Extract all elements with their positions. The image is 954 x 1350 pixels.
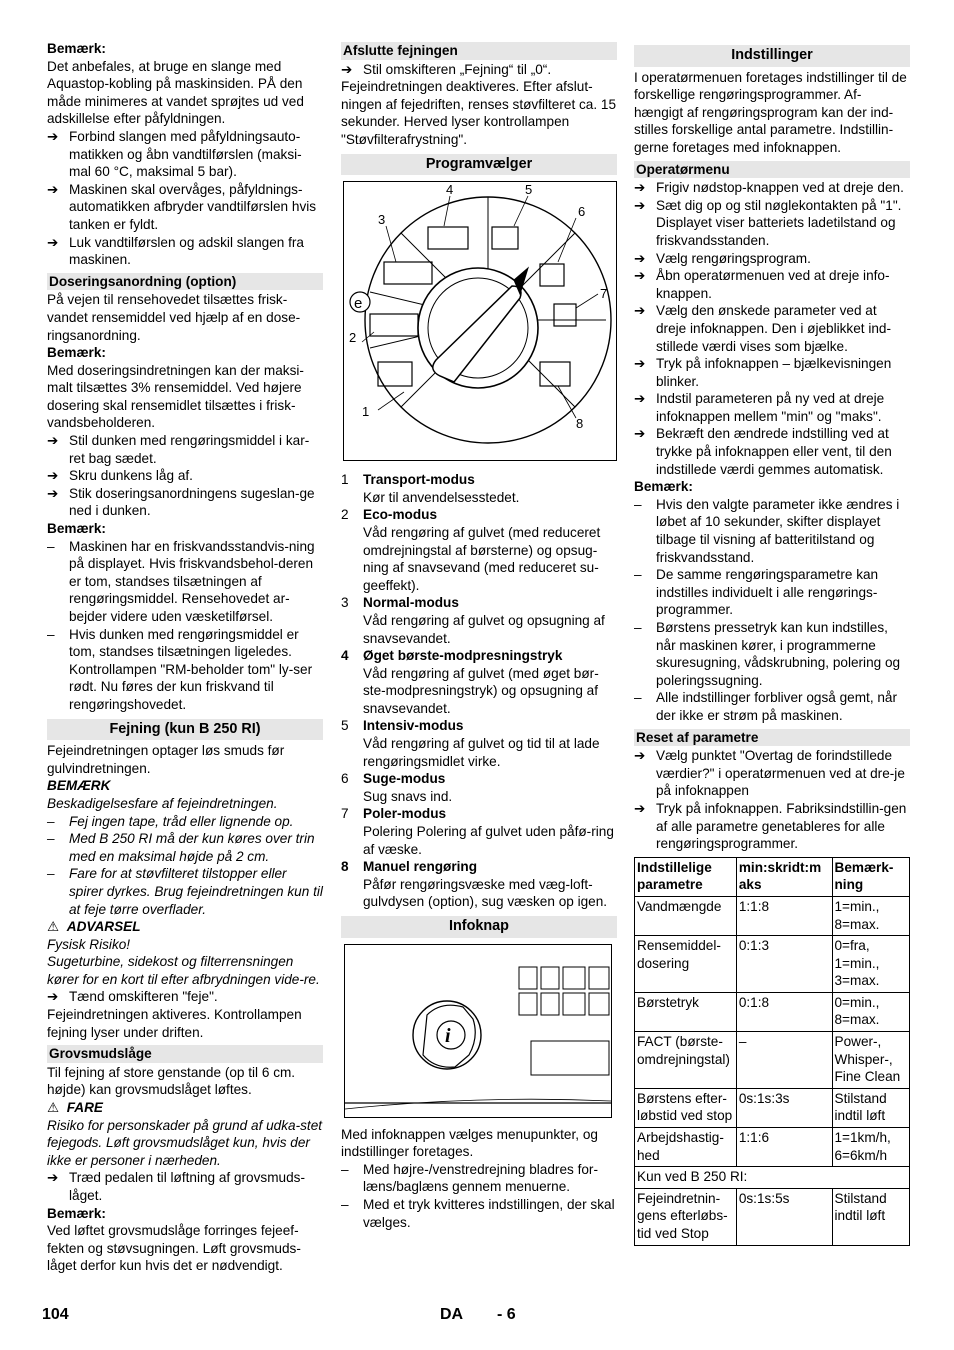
program-item: 3 Normal-modus	[341, 595, 459, 611]
arrow-icon: ➔	[47, 234, 59, 250]
arrow-icon: ➔	[634, 426, 646, 442]
paragraph: I operatørmenuen foretages indstillinger til de forskellige rengøringsprogrammer. Af-hængigt af rengøringsprogram kan der ind-stilles forskellige antal parametre. Indstillin-gerne foretages med infoknappen.	[634, 69, 907, 155]
dash-item: – Med B 250 RI må der kun køres over trin med en maksimal højde på 2 cm.	[47, 831, 315, 864]
step-item: ➔ Indstil parameteren på ny ved at dreje infoknappen mellem "min" og "maks".	[634, 391, 885, 424]
step-item: ➔ Forbind slangen med påfyldningsauto-matikken og åbn vandtilførslen (maksi-mal 60 °C, maksimal 5 bar).	[47, 128, 302, 180]
info-button-figure	[344, 944, 612, 1118]
step-item: ➔ Stil omskifteren „Fejning“ til „0“.	[341, 61, 552, 77]
program-description: Sug snavs ind.	[363, 788, 453, 804]
paragraph: Fejeindretningen aktiveres. Kontrollampen fejning lyser under driften.	[47, 1007, 302, 1040]
paragraph: På vejen til rensehovedet tilsættes frisk-vandet rensemiddel ved hjælp af en dose-ringsanordning.	[47, 292, 301, 343]
table-row: FACT (børste-omdrejningstal) – Power-, Whisper-, Fine Clean	[635, 1032, 910, 1089]
dash-item: – Med et tryk kvitteres indstillingen, der skal vælges.	[341, 1196, 615, 1230]
program-item: 6 Suge-modus	[341, 771, 446, 787]
note-label: Bemærk:	[47, 345, 106, 361]
polish-mode-icon	[554, 304, 576, 326]
program-description: Polering Polering af gulvet uden påfø-ring af væske.	[363, 824, 614, 857]
display-icon-battery	[541, 993, 559, 1015]
paragraph: Fejeindretningen deaktiveres. Efter afslut-ningen af fejedriften, renses støvfilteret ca. 15 sekunder. Herved lyser kontrollampen "Støvfilterafrystning".	[341, 79, 617, 147]
arrow-icon: ➔	[47, 1170, 59, 1186]
page-number: 104	[42, 1306, 69, 1323]
section-heading: Afslutte fejningen	[341, 42, 617, 60]
section-heading: Grovsmudslåge	[47, 1045, 323, 1063]
step-item: ➔ Bekræft den ændrede indstilling ved at trykke på infoknappen eller vent, til den indstillede værdi gemmes automatisk.	[634, 426, 892, 477]
callout-number: 5	[525, 182, 533, 198]
selector-knob	[418, 268, 538, 388]
intensive-mode-icon	[492, 227, 518, 249]
dash-item: – Fare for at støvfilteret tilstopper eller spirer dyrkes. Brug fejeindretningen kun til at feje tørre overflader.	[47, 866, 323, 917]
callout-number: 6	[578, 204, 586, 220]
step-item: ➔ Åbn operatørmenuen ved at dreje info-knappen.	[634, 268, 890, 301]
step-item: ➔ Tryk på infoknappen. Fabriksindstillin-gen af alle parametre genetableres for alle rengøringsprogrammer.	[634, 800, 907, 852]
step-item: ➔ Stik doseringsanordningens sugeslan-ge ned i dunken.	[47, 485, 315, 519]
arrow-icon: ➔	[634, 356, 646, 372]
section-heading: Infoknap	[341, 916, 617, 938]
table-row: Arbejdshastig-hed 1:1:6 1=1km/h, 6=6km/h	[635, 1128, 910, 1167]
dash-item: – Børstens pressetryk kan kun indstilles, når maskinen kører, i programmerne skuresugning, vådskrubning, polering og poleringssugning.	[634, 620, 901, 688]
step-result: Displayet viser batteriets ladetilstand og friskvandsstanden.	[656, 215, 896, 248]
section-heading: Doseringsanordning (option)	[47, 273, 323, 291]
parameter-table	[634, 857, 910, 1246]
step-item: ➔ Vælg rengøringsprogram.	[634, 250, 811, 266]
danger-label: ⚠ FARE	[47, 1100, 104, 1116]
table-span-row: Kun ved B 250 RI:	[635, 1167, 910, 1189]
arrow-icon: ➔	[341, 61, 353, 77]
arrow-icon: ➔	[634, 391, 646, 407]
suction-mode-icon	[540, 264, 564, 286]
table-header: Bemærk-ning	[832, 857, 910, 896]
arrow-icon: ➔	[634, 748, 646, 764]
program-item: 5 Intensiv-modus	[341, 718, 464, 734]
program-list	[341, 471, 617, 911]
warning-triangle-icon: ⚠	[47, 919, 60, 935]
info-icon: i	[445, 1024, 451, 1047]
display-icon-brush	[541, 967, 559, 989]
dash-item: – Hvis dunken med rengøringsmiddel er tom, standses tilsætningen ligeledes. Kontrollampen "RM-beholder tom" ly-ser rødt. Nu føres der kun friskvand til rengøringshovedet.	[47, 626, 313, 712]
eco-symbol: e	[354, 295, 363, 313]
callout-number: 8	[576, 416, 584, 432]
table-row: Børstetryk 0:1:8 0=min., 8=max.	[635, 992, 910, 1031]
step-item: ➔ Træd pedalen til løftning af grovsmuds-låget.	[47, 1170, 305, 1203]
step-item: ➔ Sæt dig op og stil nøglekontakten på "1".	[634, 197, 902, 213]
arrow-icon: ➔	[634, 197, 646, 213]
note-text: Ved løftet grovsmudslåge forringes fejeef-fekten og støvsugningen. Løft grovsmuds-låget derfor kun hvis det er nødvendigt.	[47, 1223, 301, 1274]
paragraph: Med infoknappen vælges menupunkter, og indstillinger foretages.	[341, 1126, 598, 1160]
warning-text: Fysisk Risiko!	[47, 936, 131, 952]
warning-text: Sugeturbine, sidekost og filterrensningen kører for en kort til efter afbrydningen vide-re.	[47, 954, 320, 987]
arrow-icon: ➔	[634, 303, 646, 319]
step-item: ➔ Frigiv nødstop-knappen ved at dreje den.	[634, 180, 904, 196]
arrow-icon: ➔	[634, 268, 646, 284]
note-label: Bemærk:	[47, 41, 106, 56]
dash-item: – De samme rengøringsparametre kan indstilles individuelt i alle rengørings-programmer.	[634, 567, 879, 618]
program-selector-figure	[343, 181, 617, 461]
arrow-icon: ➔	[47, 128, 59, 144]
dash-item: – Fej ingen tape, tråd eller lignende op.	[47, 813, 294, 829]
note-label: Bemærk:	[47, 1205, 106, 1221]
section-heading: Fejning (kun B 250 RI)	[47, 719, 323, 741]
arrow-icon: ➔	[47, 433, 59, 449]
callout-number: 4	[446, 182, 454, 198]
program-description: Våd rengøring af gulvet og opsugning af snavsevandet.	[363, 612, 605, 646]
arrow-icon: ➔	[47, 468, 59, 484]
step-item: ➔ Stil dunken med rengøringsmiddel i kar-ret bag sædet.	[47, 433, 310, 466]
pressure-mode-icon	[384, 262, 432, 284]
language-code: DA	[440, 1306, 464, 1323]
program-description: Påfør rengøringsvæske med væg-loft-gulvdysen (option), sug væsken op igen.	[363, 876, 608, 910]
info-knob[interactable]	[413, 1001, 481, 1069]
display-icon-water	[519, 993, 537, 1015]
column-3	[634, 40, 910, 1246]
warning-label: ⚠ ADVARSEL	[47, 919, 141, 935]
arrow-icon: ➔	[47, 181, 59, 197]
note-text: Det anbefales, at bruge en slange med Aquastop-kobling på maskinsiden. PÅ den måde minimeres at vandet sprøjtes ud ved adskillelse efter påfyldningen.	[47, 58, 304, 127]
program-item: 8 Manuel rengøring	[341, 859, 478, 875]
normal-mode-icon	[428, 227, 468, 249]
arrow-icon: ➔	[47, 989, 59, 1005]
section-heading: Programvælger	[341, 154, 617, 176]
table-row: Vandmængde 1:1:8 1=min., 8=max.	[635, 896, 910, 935]
eco-mode-icon	[370, 314, 418, 336]
table-header: Indstillelige parametre	[635, 857, 737, 896]
note-label: Bemærk:	[47, 521, 106, 537]
step-item: ➔ Luk vandtilførslen og adskil slangen fra maskinen.	[47, 234, 304, 268]
program-description: Våd rengøring af gulvet (med øget bør-ste-modpresningstryk) og opsugning af snavsevandet.	[363, 665, 599, 716]
display-window	[531, 1041, 609, 1075]
paragraph: Fejeindretningen optager løs smuds før gulvindretningen.	[47, 743, 285, 776]
table-header-row	[635, 857, 910, 896]
step-item: ➔ Maskinen skal overvåges, påfyldnings-automatikken afbryder vandtilførslen hvis tanken er fyldt.	[47, 181, 317, 232]
program-item: 1 Transport-modus	[341, 472, 475, 488]
note-label: Bemærk:	[634, 479, 693, 495]
program-selector-dial	[344, 182, 616, 460]
callout-number: 7	[600, 286, 608, 302]
step-item: ➔ Skru dunkens låg af.	[47, 468, 193, 484]
page-index: - 6	[497, 1306, 516, 1323]
manual-cleaning-icon	[540, 362, 570, 386]
step-item: ➔ Vælg punktet "Overtag de forindstillede værdier?" i operatørmenuen ved at dre-je på infoknappen	[634, 748, 905, 799]
arrow-icon: ➔	[634, 180, 646, 196]
callout-number: 3	[378, 212, 386, 228]
transport-mode-icon	[378, 362, 412, 386]
section-heading: Reset af parametre	[634, 729, 910, 747]
arrow-icon: ➔	[634, 800, 646, 816]
program-item: 4 Øget børste-modpresningstryk	[341, 648, 563, 664]
program-item: 2 Eco-modus	[341, 507, 438, 523]
dash-item: – Med højre-/venstredrejning bladres for-læns/baglæns gennem menuerne.	[341, 1161, 598, 1195]
caution-label: BEMÆRK	[47, 778, 111, 794]
table-row: Børstens efter-løbstid ved stop 0s:1s:3s Stilstand indtil løft	[635, 1088, 910, 1127]
info-button-panel	[345, 945, 611, 1117]
program-description: Våd rengøring af gulvet (med reduceret omdrejningstal af børsterne) og opsug-ning af snavsevand (med reduceret su-geeffekt).	[363, 524, 601, 593]
callout-number: 2	[349, 330, 357, 346]
table-row: Fejeindretnin-gens efterløbs-tid ved Stop 0s:1s:5s Stilstand indtil løft	[635, 1188, 910, 1245]
callout-number: 1	[362, 404, 370, 420]
dash-item: – Hvis den valgte parameter ikke ændres i løbet af 10 sekunder, skifter displayet tilbage til visning af batteritilstand og friskvandsstand.	[634, 496, 900, 565]
program-description: Våd rengøring af gulvet og tid til at lade rengøringsmidlet virke.	[363, 736, 600, 769]
paragraph: Til fejning af store genstande (op til 6 cm. højde) kan grovsmudslåget løftes.	[47, 1064, 296, 1098]
dash-item: – Alle indstillinger forbliver også gemt, når der ikke er strøm på maskinen.	[634, 690, 898, 723]
warning-triangle-icon: ⚠	[47, 1100, 60, 1116]
danger-text: Risiko for personskader på grund af udka-stet fejegods. Løft grovsmudslåget kun, hvis der ikke er personer i nærheden.	[47, 1117, 323, 1168]
note-text: Med doseringsindretningen kan der maksi-malt tilsættes 3% rensemiddel. Ved højere dosering skal rensemidlet tilsættes i frisk-vandsbeholderen.	[47, 362, 304, 431]
display-icon-suction	[519, 967, 537, 989]
dash-item: – Maskinen har en friskvandsstandvis-ning på displayet. Hvis friskvandsbehol-deren er tom, standses tilsætningen af rengøringsmiddel. Rensehovedet ar-bejder videre uden væsketilførsel.	[47, 538, 315, 624]
step-item: ➔ Tænd omskifteren "feje".	[47, 989, 218, 1005]
column-2	[341, 40, 617, 1231]
step-item: ➔ Tryk på infoknappen – bjælkevisningen blinker.	[634, 356, 892, 389]
column-1	[47, 40, 323, 1275]
arrow-icon: ➔	[634, 250, 646, 266]
table-header: min:skridt:m aks	[736, 857, 832, 896]
caution-text: Beskadigelsesfare af fejeindretningen.	[47, 795, 278, 811]
step-item: ➔ Vælg den ønskede parameter ved at dreje infoknappen. Den i øjeblikket ind-stillede værdi vises som bjælke.	[634, 303, 892, 354]
section-heading: Operatørmenu	[634, 161, 910, 179]
program-item: 7 Poler-modus	[341, 806, 447, 822]
table-row: Rensemiddel-dosering 0:1:3 0=fra, 1=min., 3=max.	[635, 936, 910, 993]
arrow-icon: ➔	[47, 485, 59, 501]
section-heading: Indstillinger	[634, 45, 910, 67]
program-description: Kør til anvendelsesstedet.	[363, 489, 520, 505]
